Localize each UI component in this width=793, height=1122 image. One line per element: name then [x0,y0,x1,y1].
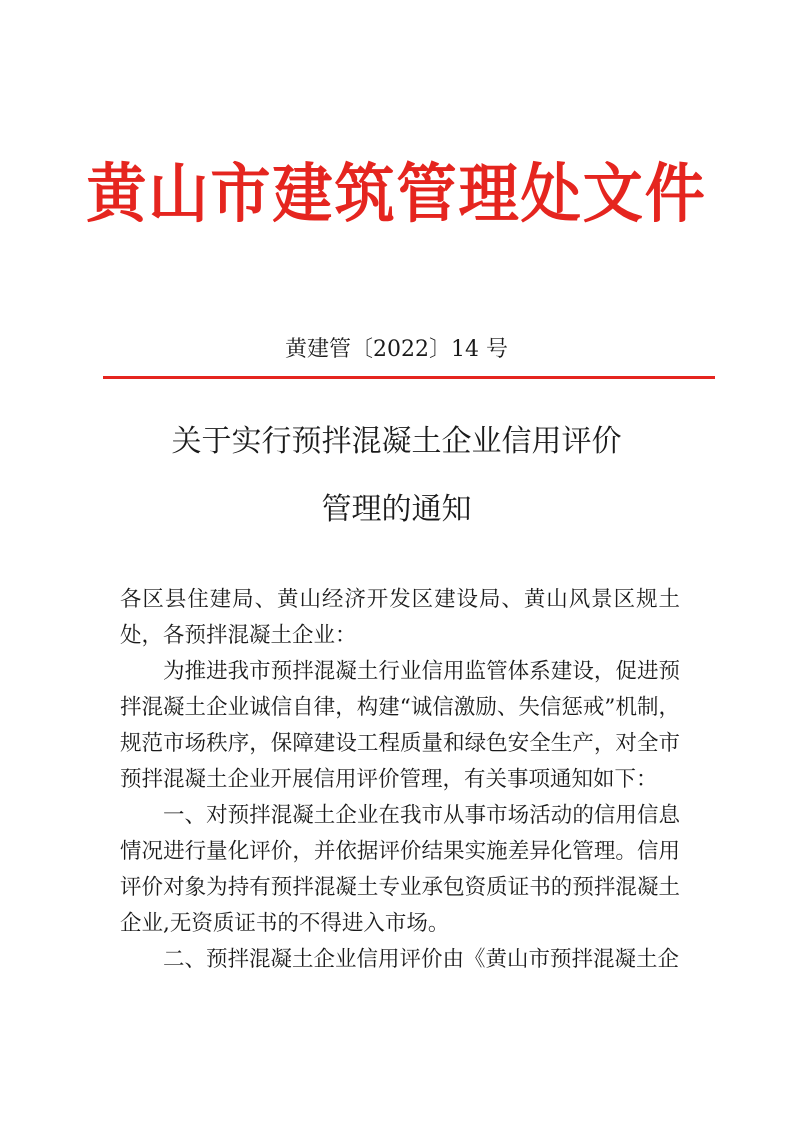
body-paragraph-item-1: 一、对预拌混凝土企业在我市从事市场活动的信用信息情况进行量化评价，并依据评价结果实施差异化管理。信用评价对象为持有预拌混凝土专业承包资质证书的预拌混凝土企业,无资质证书的不得进入市场。 [120,803,680,936]
notice-title-line-1: 关于实行预拌混凝土企业信用评价 [171,424,622,459]
red-separator-line [103,376,715,379]
masthead-title: 黄山市建筑管理处文件 [86,157,707,232]
notice-body [120,582,680,978]
document-number: 黄建管〔2022〕14 号 [285,337,508,362]
salutation: 各区县住建局、黄山经济开发区建设局、黄山风景区规土处，各预拌混凝土企业： [120,587,680,648]
body-paragraph-intro: 为推进我市预拌混凝土行业信用监管体系建设，促进预拌混凝土企业诚信自律，构建“诚信激励、失信惩戒”机制，规范市场秩序，保障建设工程质量和绿色安全生产，对全市预拌混凝土企业开展信用评价管理，有关事项通知如下： [120,659,680,792]
body-paragraph-item-2: 二、预拌混凝土企业信用评价由《黄山市预拌混凝土企 [163,947,680,972]
notice-title-line-2: 管理的通知 [321,492,472,527]
